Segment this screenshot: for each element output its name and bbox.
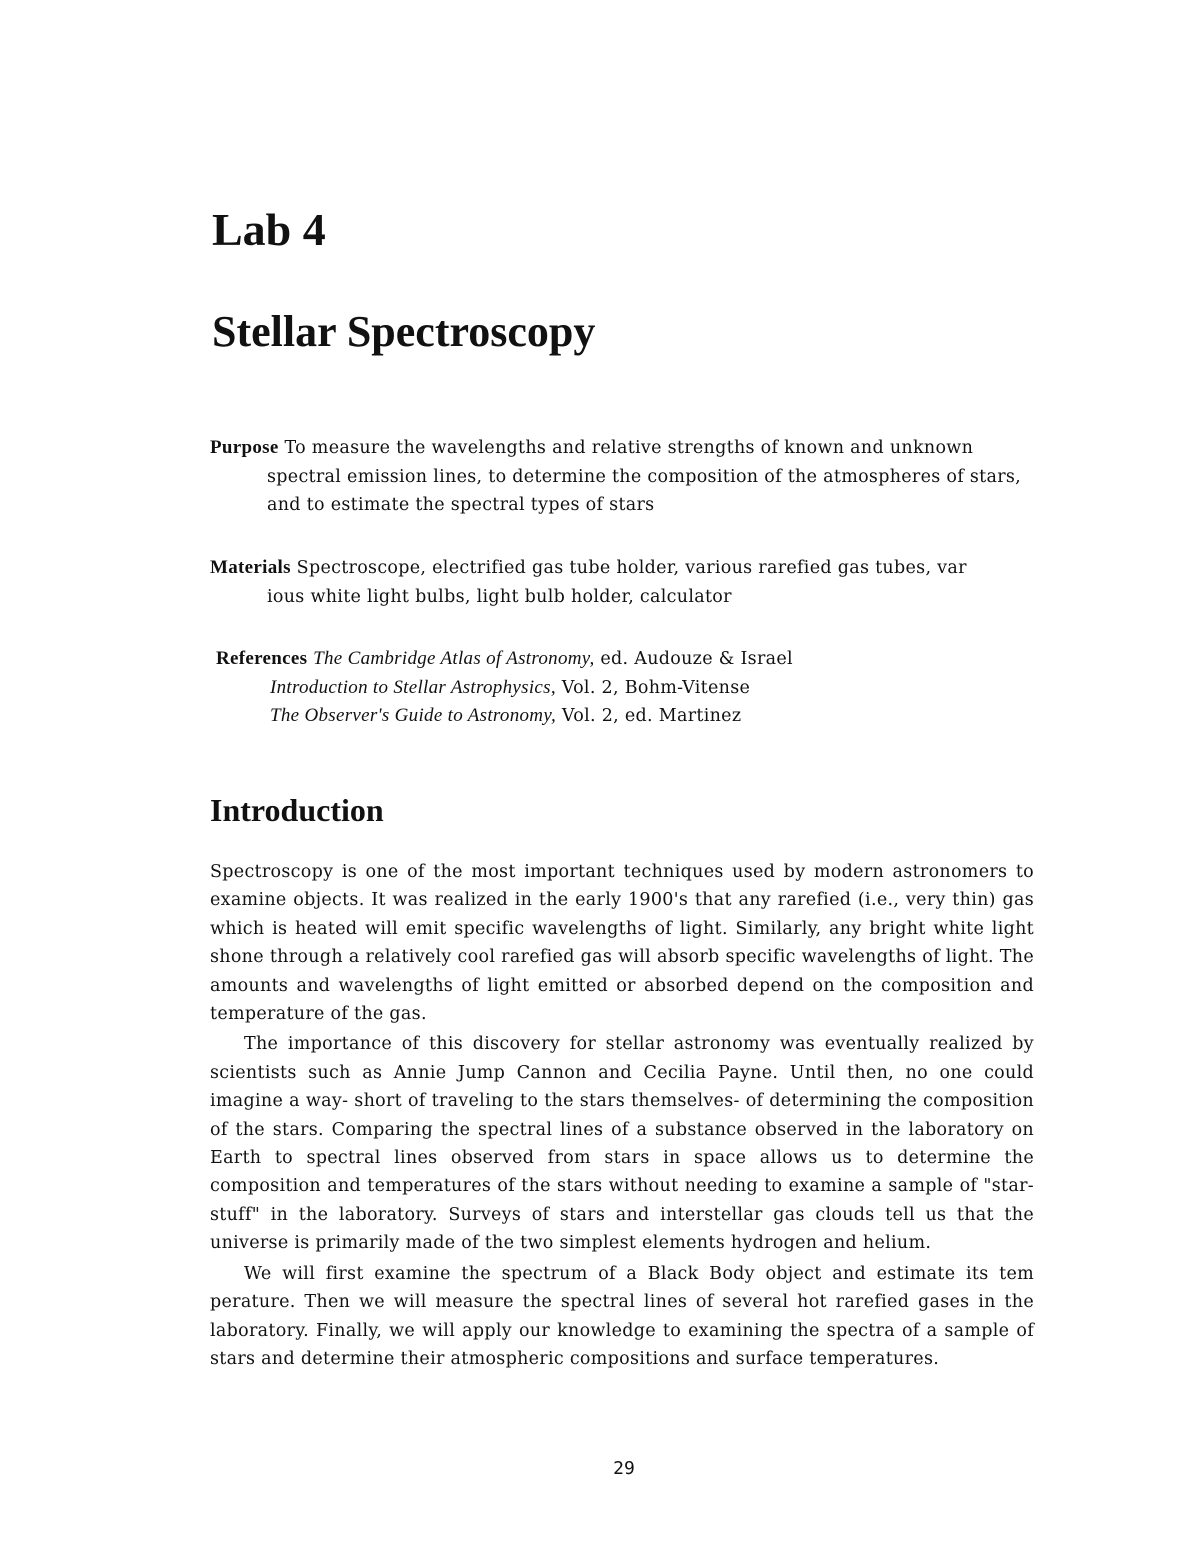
intro-paragraph-1: Spectroscopy is one of the most important techniques used by modern astronomers to examine objects. It was realized in the early 1900's that any rarefied (i.e., very thin) gas which is heated will emit specific wavelengths of light. Similarly, any bright white light shone through a relatively cool rarefied gas will absorb specific wavelengths of light. The amounts and wavelengths of light emitted or absorbed depend on the composition and temperature of the gas. [210, 862, 1034, 1025]
reference-title: Introduction to Stellar Astrophysics, [270, 676, 556, 698]
materials-first-line [210, 554, 1034, 583]
reference-details: Vol. 2, ed. Martinez [556, 706, 742, 726]
purpose-first-line [210, 434, 1034, 463]
reference-item [216, 645, 1040, 674]
materials-section [210, 554, 1034, 611]
materials-text-line-1: Spectroscope, electrified gas tube holder, various rarefied gas tubes, var [296, 558, 967, 578]
materials-text-line-2: ious white light bulbs, light bulb holder, calculator [267, 586, 732, 607]
references-section [216, 645, 1040, 731]
reference-item [216, 674, 1040, 703]
purpose-text-line-3: and to estimate the spectral types of stars [267, 495, 655, 515]
page-number: 29 [613, 1458, 635, 1479]
intro-paragraph-2: The importance of this discovery for stellar astronomy was eventually realized by scientists such as Annie Jump Cannon and Cecilia Payne. Until then, no one could imagine a way- short of traveling to the stars themselves- of determining the composition of the stars. Comparing the spectral lines of a substance observed in the laboratory on Earth to spectral lines observed from stars in space allows us to determine the composition and temperatures of the stars without needing to examine a sample of "star-stuff" in the laboratory. Surveys of stars and interstellar gas clouds tell us that the universe is primarily made of the two simplest elements hydrogen and helium. [210, 1034, 1034, 1254]
lab-title-heading: Stellar Spectroscopy [212, 307, 596, 356]
reference-title: The Cambridge Atlas of Astronomy, [313, 648, 595, 669]
intro-paragraph-3: We will first examine the spectrum of a Black Body object and estimate its tem perature. Then we will measure the spectral lines of several hot rarefied gases in the laboratory. Finally, we will apply our knowledge to examining the spectra of a sample of stars and determine their atmospheric compositions and surface temperatures. [210, 1263, 1034, 1369]
purpose-text-line-1: To measure the wavelengths and relative strengths of known and unknown [284, 438, 974, 458]
introduction-heading: Introduction [210, 792, 384, 828]
reference-item [216, 702, 1040, 731]
lab-number-heading: Lab 4 [212, 204, 326, 255]
reference-details: Vol. 2, Bohm-Vitense [555, 677, 751, 698]
materials-label: Materials [210, 557, 291, 578]
introduction-body [210, 858, 1034, 1375]
purpose-label: Purpose [210, 437, 279, 458]
purpose-text-line-2: spectral emission lines, to determine the composition of the atmospheres of stars, [267, 466, 1022, 487]
reference-title: The Observer's Guide to Astronomy, [270, 705, 557, 726]
purpose-section [210, 434, 1034, 520]
reference-details: ed. Audouze & Israel [594, 649, 793, 669]
references-label: References [216, 648, 308, 669]
